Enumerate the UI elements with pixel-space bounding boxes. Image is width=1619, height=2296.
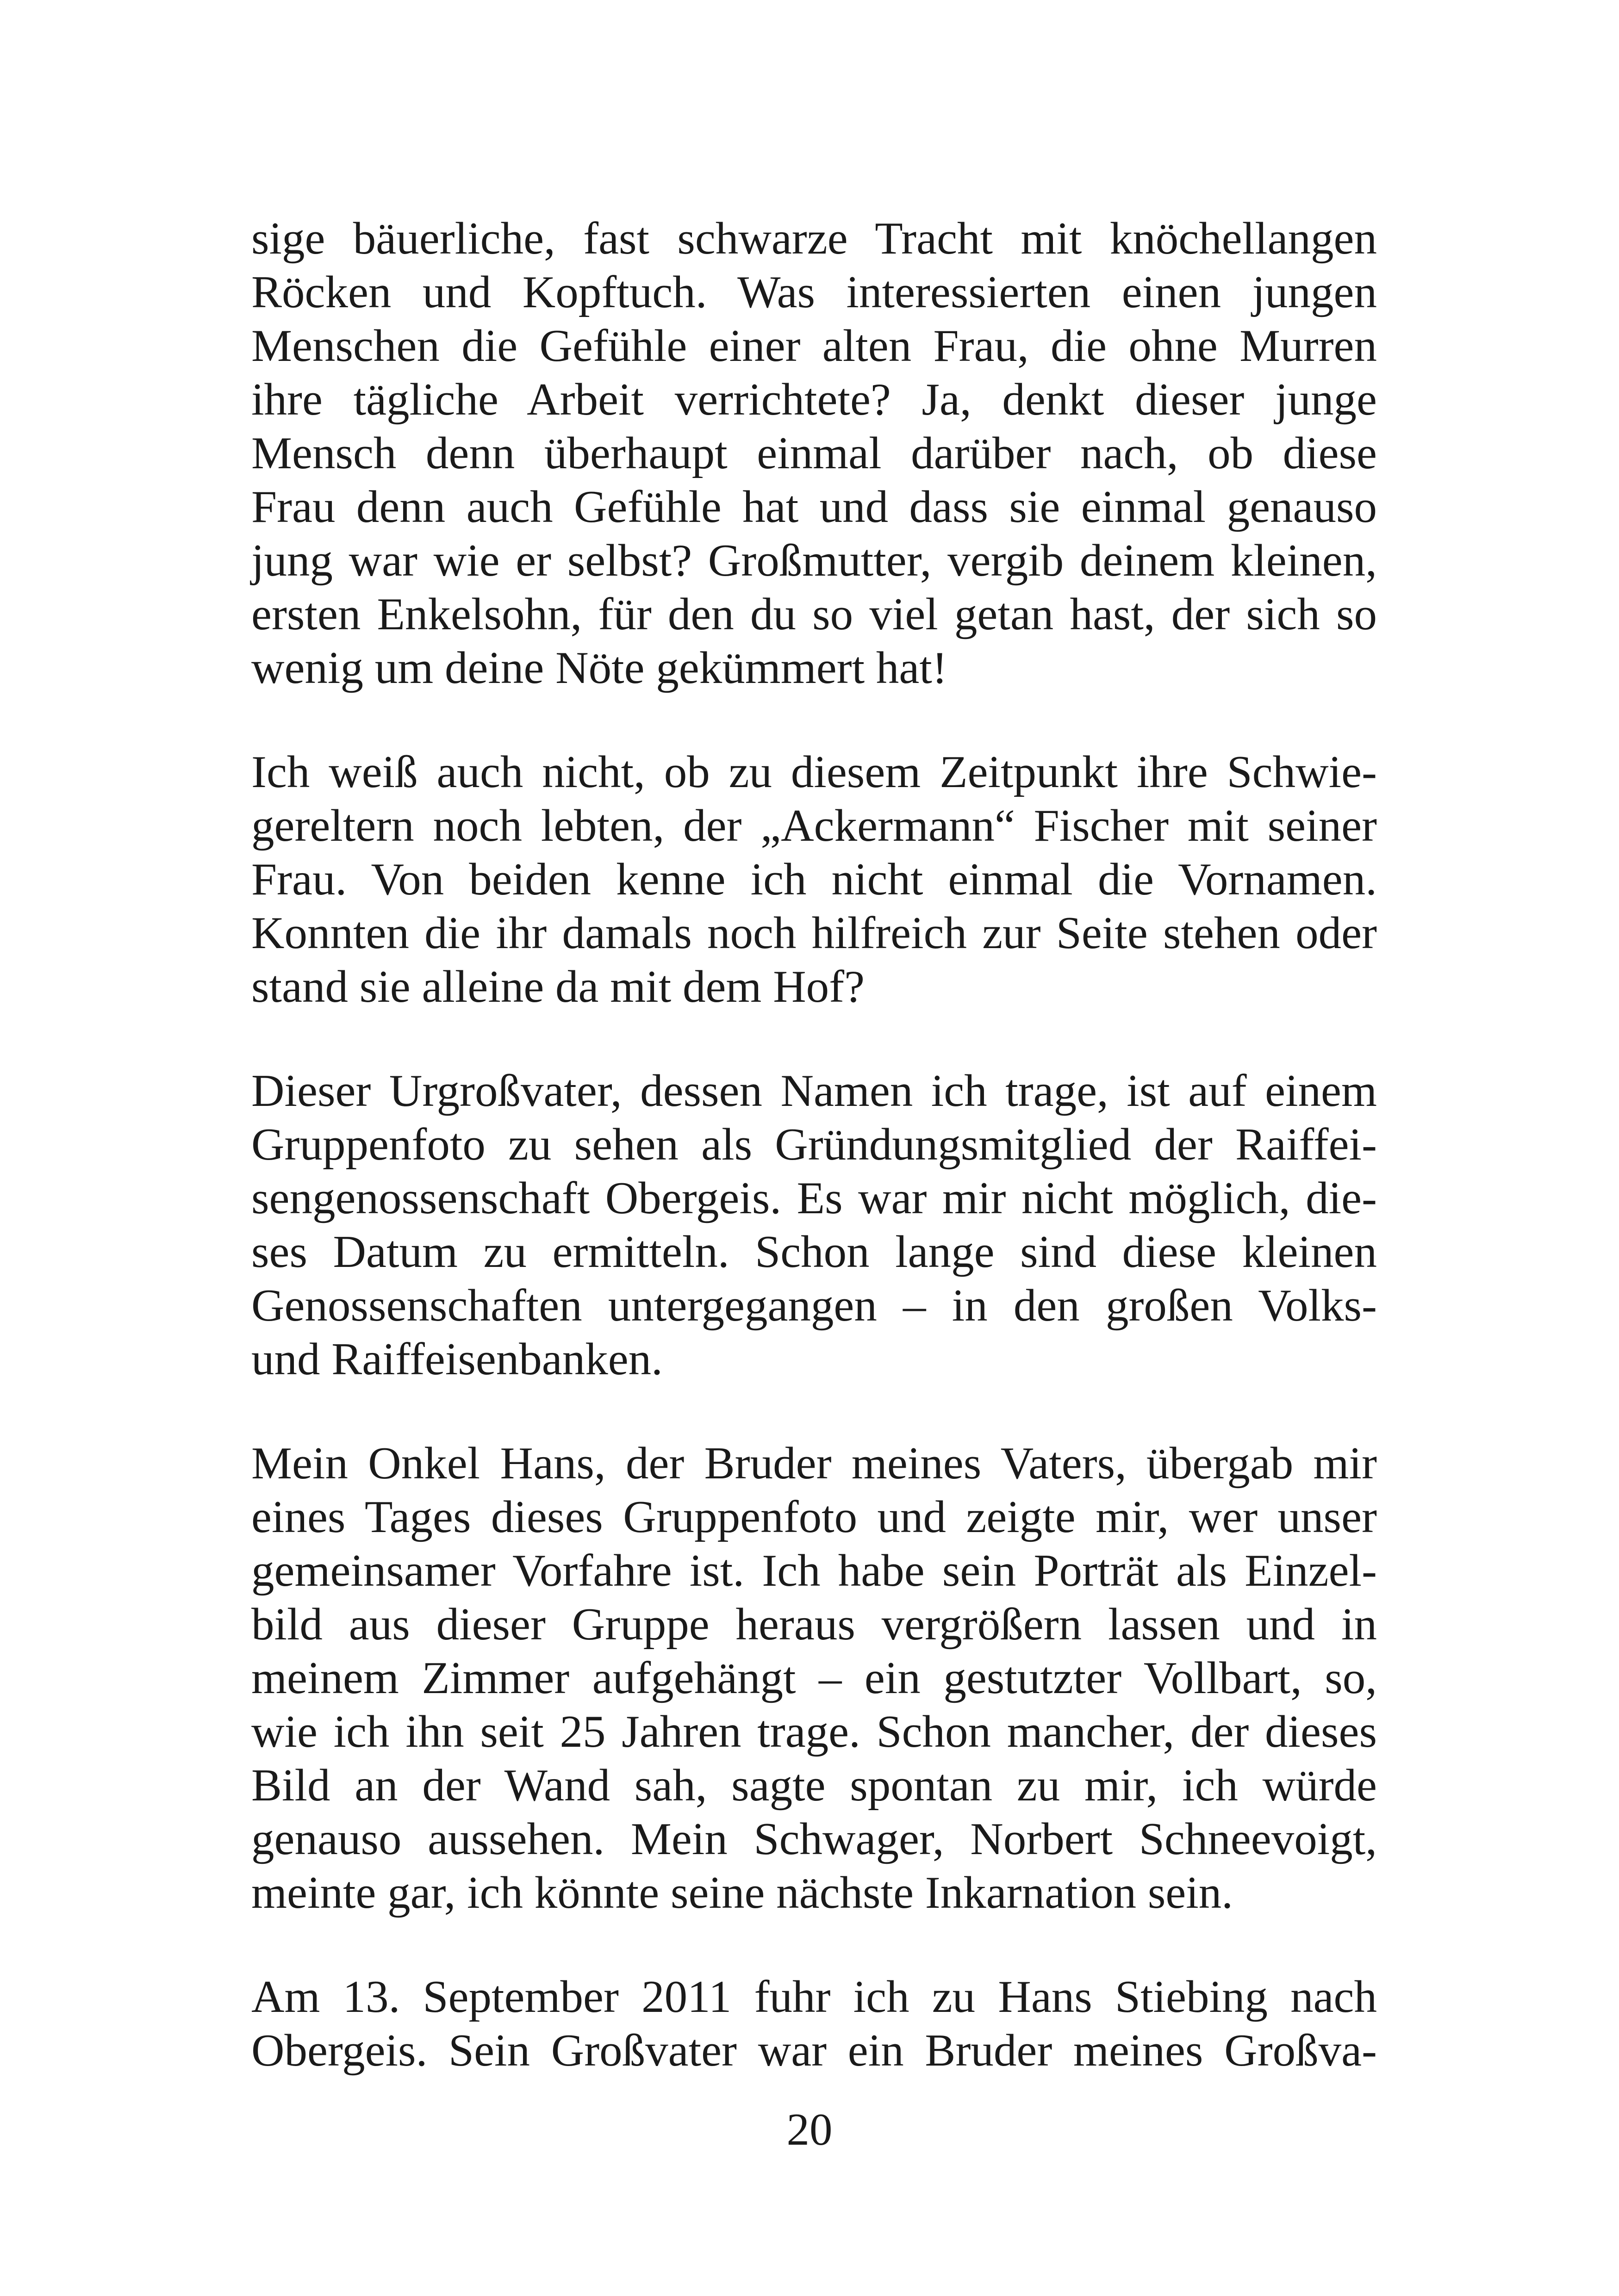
paragraph	[251, 212, 1377, 695]
text-line: Bild an der Wand sah, sagte spontan zu mir, ich würde	[251, 1760, 1377, 1811]
text-line: bild aus dieser Gruppe heraus vergrößern lassen und in	[251, 1599, 1377, 1650]
text-line: eines Tages dieses Gruppenfoto und zeigte mir, wer unser	[251, 1492, 1377, 1542]
text-line: wenig um deine Nöte gekümmert hat!	[251, 643, 947, 693]
text-line: Frau denn auch Gefühle hat und dass sie einmal genauso	[251, 482, 1377, 532]
paragraph	[251, 1970, 1377, 2078]
text-line: sige bäuerliche, fast schwarze Tracht mit knöchellangen	[251, 213, 1377, 264]
text-line: Ich weiß auch nicht, ob zu diesem Zeitpunkt ihre Schwie-	[251, 747, 1377, 797]
text-line: gereltern noch lebten, der „Ackermann“ Fischer mit seiner	[251, 800, 1377, 851]
text-line: Mein Onkel Hans, der Bruder meines Vaters, übergab mir	[251, 1438, 1377, 1489]
text-line: Röcken und Kopftuch. Was interessierten einen jungen	[251, 267, 1377, 317]
text-line: Gruppenfoto zu sehen als Gründungsmitglied der Raiffei-	[251, 1119, 1377, 1170]
text-line: und Raiffeisenbanken.	[251, 1334, 663, 1384]
text-line: genauso aussehen. Mein Schwager, Norbert Schneevoigt,	[251, 1814, 1377, 1864]
text-line: meinte gar, ich könnte seine nächste Inkarnation sein.	[251, 1868, 1233, 1918]
text-line: jung war wie er selbst? Großmutter, vergib deinem kleinen,	[251, 535, 1377, 586]
text-line: stand sie alleine da mit dem Hof?	[251, 962, 865, 1012]
text-line: sengenossenschaft Obergeis. Es war mir nicht möglich, die-	[251, 1173, 1377, 1223]
page-number: 20	[786, 2104, 833, 2155]
text-line: Menschen die Gefühle einer alten Frau, die ohne Murren	[251, 321, 1377, 371]
text-line: meinem Zimmer aufgehängt – ein gestutzter Vollbart, so,	[251, 1653, 1377, 1703]
text-line: ses Datum zu ermitteln. Schon lange sind diese kleinen	[251, 1227, 1377, 1277]
text-line: Mensch denn überhaupt einmal darüber nach, ob diese	[251, 428, 1377, 478]
page-body	[251, 212, 1377, 2128]
text-line: ersten Enkelsohn, für den du so viel getan hast, der sich so	[251, 589, 1377, 639]
text-line: ihre tägliche Arbeit verrichtete? Ja, denkt dieser junge	[251, 374, 1377, 425]
text-line: Obergeis. Sein Großvater war ein Bruder meines Großva-	[251, 2025, 1377, 2076]
text-line: Konnten die ihr damals noch hilfreich zur Seite stehen oder	[251, 908, 1377, 958]
text-line: Dieser Urgroßvater, dessen Namen ich trage, ist auf einem	[251, 1066, 1377, 1116]
text-line: Genossenschaften untergegangen – in den großen Volks-	[251, 1280, 1377, 1331]
text-line: Frau. Von beiden kenne ich nicht einmal die Vornamen.	[251, 854, 1377, 905]
paragraph	[251, 1064, 1377, 1386]
paragraph	[251, 1437, 1377, 1920]
paragraph	[251, 745, 1377, 1014]
text-line: gemeinsamer Vorfahre ist. Ich habe sein Porträt als Einzel-	[251, 1545, 1377, 1596]
text-line: wie ich ihn seit 25 Jahren trage. Schon mancher, der dieses	[251, 1706, 1377, 1757]
text-line: Am 13. September 2011 fuhr ich zu Hans Stiebing nach	[251, 1972, 1377, 2022]
